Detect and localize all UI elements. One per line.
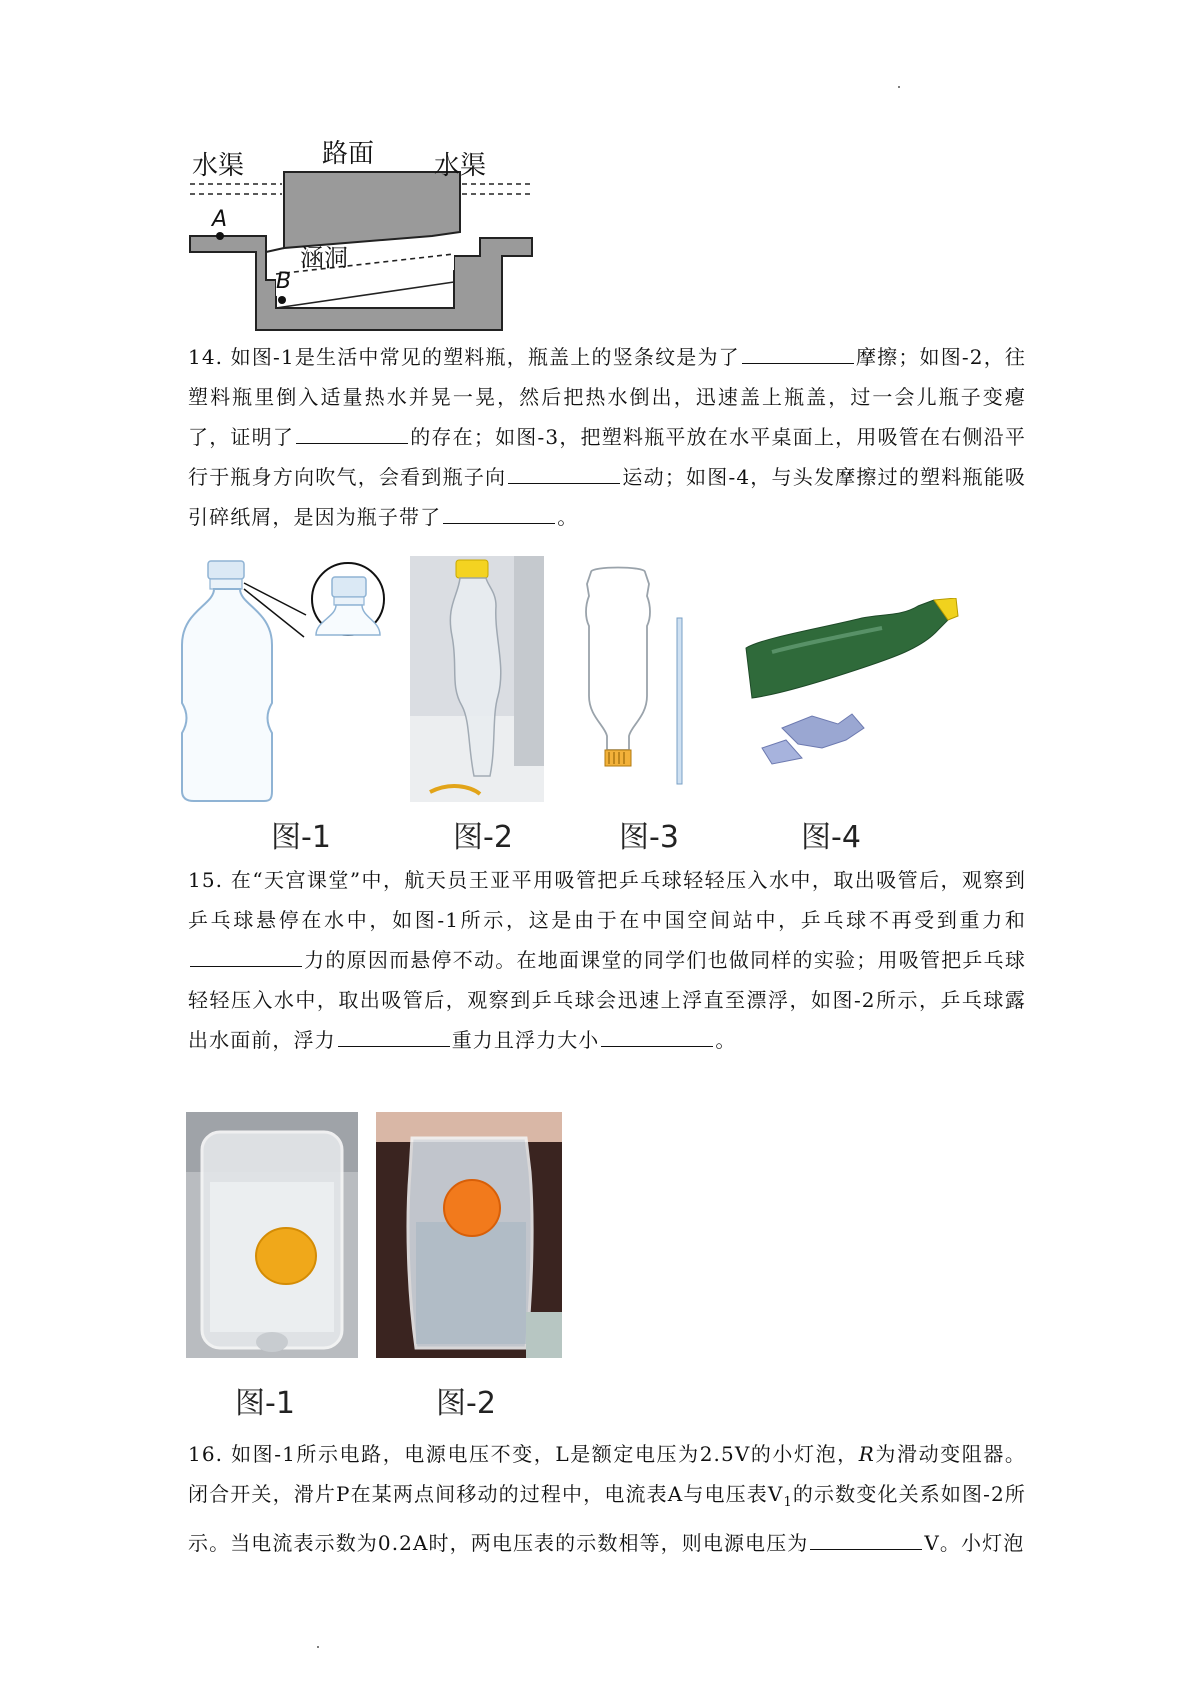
q14-text-5: 。 — [557, 505, 579, 529]
figure-14-caption-3: 图-3 — [619, 820, 679, 855]
answer-blank[interactable] — [601, 1028, 713, 1047]
q16-text-4: V。小灯泡 — [924, 1531, 1025, 1555]
q14-text-2: 摩擦；如图-2，往塑料瓶里倒入适量热水并晃一晃，然后把热水倒出，迅速盖上瓶盖，过一会儿瓶子变瘪了，证明了 — [188, 345, 1026, 449]
figure-14-caption-1: 图-1 — [271, 820, 331, 855]
label-point-b: B — [276, 269, 292, 294]
question-16 — [188, 1434, 1026, 1563]
figure-14-3-bottle-straw — [585, 566, 695, 786]
q14-text-1: 如图-1是生活中常见的塑料瓶，瓶盖上的竖条纹是为了 — [230, 345, 740, 369]
answer-blank[interactable] — [190, 948, 302, 967]
label-left-canal: 水渠 — [192, 151, 245, 181]
resistor-symbol: R — [858, 1442, 875, 1466]
question-15 — [188, 860, 1026, 1060]
scan-speck — [317, 1646, 319, 1648]
q14-text-4: 运动；如图-4，与头发摩擦过的塑料瓶能吸引碎纸屑，是因为瓶子带了 — [188, 465, 1027, 529]
question-14 — [188, 337, 1026, 537]
answer-blank[interactable] — [810, 1531, 922, 1550]
answer-blank[interactable] — [742, 345, 854, 364]
label-culvert: 涵洞 — [300, 244, 348, 272]
voltmeter-subscript: 1 — [783, 1495, 793, 1510]
figure-15-1-ball-suspended-photo — [186, 1112, 358, 1358]
figure-14-caption-2: 图-2 — [453, 820, 513, 855]
label-right-canal: 水渠 — [434, 151, 487, 181]
question-number: 14. — [188, 345, 224, 369]
figure-14-1-bottle — [180, 553, 390, 803]
culvert-diagram — [180, 140, 550, 340]
q15-text-2: 力的原因而悬停不动。在地面课堂的同学们也做同样的实验；用吸管把乒乓球轻轻压入水中，取出吸管后，观察到乒乓球会迅速上浮直至漂浮，如图-2所示，乒乓球露出水面前，浮力 — [188, 948, 1026, 1052]
question-number: 16. — [188, 1442, 224, 1466]
answer-blank[interactable] — [338, 1028, 450, 1047]
label-point-a: A — [212, 207, 228, 232]
road-block — [284, 172, 460, 248]
question-number: 15. — [188, 868, 224, 892]
scan-speck — [898, 86, 900, 88]
q16-text-2: 为滑动变阻器。闭合开关，滑片P在某两点间移动的过程中，电流表A与电压表V — [188, 1442, 1027, 1506]
point-a-marker — [216, 232, 224, 240]
figure-14-2-crushed-bottle-photo — [410, 556, 544, 802]
answer-blank[interactable] — [296, 425, 408, 444]
q16-text-3: 的示数变化关系如图-2所示。当电流表示数为0.2A时，两电压表的示数相等，则电源电压为 — [188, 1482, 1027, 1555]
answer-blank[interactable] — [443, 505, 555, 524]
figure-15-2-ball-floating-photo — [376, 1112, 562, 1358]
figure-14-caption-4: 图-4 — [801, 820, 861, 855]
label-road: 路面 — [322, 140, 375, 169]
figure-15-caption-2: 图-2 — [436, 1386, 496, 1421]
figure-15-caption-1: 图-1 — [235, 1386, 295, 1421]
q16-text-1: 如图-1所示电路，电源电压不变，L是额定电压为2.5V的小灯泡， — [231, 1442, 859, 1466]
point-b-marker — [278, 296, 286, 304]
q15-text-1: 在“天宫课堂”中，航天员王亚平用吸管把乒乓球轻轻压入水中，取出吸管后，观察到乒乓球悬停在水中，如图-1所示，这是由于在中国空间站中，乒乓球不再受到重力和 — [188, 868, 1026, 932]
answer-blank[interactable] — [508, 465, 620, 484]
figure-14-4-green-bottle — [742, 598, 960, 784]
q15-text-3: 重力且浮力大小 — [451, 1028, 600, 1052]
q14-text-3: 的存在；如图-3，把塑料瓶平放在水平桌面上，用吸管在右侧沿平行于瓶身方向吹气，会看到瓶子向 — [188, 425, 1027, 489]
q15-text-4: 。 — [715, 1028, 737, 1052]
